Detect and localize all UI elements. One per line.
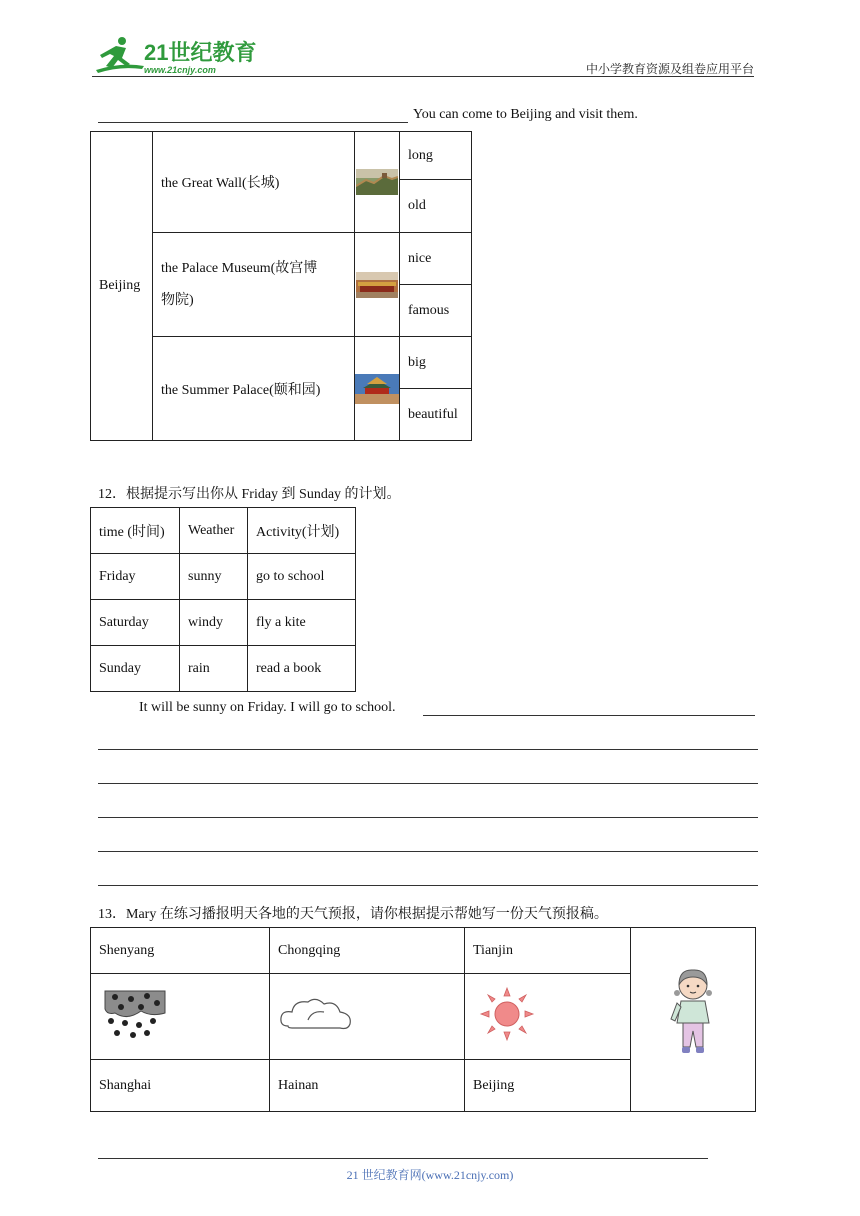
- table-cell: Sunday: [91, 646, 180, 692]
- place-cell: the Great Wall(长城): [153, 132, 355, 233]
- city-cell: Beijing: [465, 1060, 631, 1112]
- answer-blank[interactable]: [423, 715, 755, 716]
- adjective-cell: long: [400, 132, 472, 180]
- table-cell: windy: [180, 600, 248, 646]
- table-header: time (时间): [91, 508, 180, 554]
- answer-blank[interactable]: [98, 885, 758, 886]
- logo-url: www.21cnjy.com: [144, 65, 216, 75]
- place-line: 物院): [161, 292, 194, 308]
- header-platform-text: 中小学教育资源及组卷应用平台: [585, 62, 754, 76]
- answer-blank[interactable]: [98, 783, 758, 784]
- adjective-cell: famous: [400, 285, 472, 337]
- girl-illustration: [631, 928, 756, 1112]
- adjective-cell: big: [400, 337, 472, 389]
- sun-icon: [465, 974, 631, 1060]
- summer-palace-photo: [355, 337, 400, 441]
- city-cell: Chongqing: [270, 928, 465, 974]
- table-cell: fly a kite: [248, 600, 356, 646]
- table-header: Weather: [180, 508, 248, 554]
- city-cell: Hainan: [270, 1060, 465, 1112]
- q12-prompt: 12．根据提示写出你从 Friday 到 Sunday 的计划。: [98, 487, 401, 502]
- city-cell: Tianjin: [465, 928, 631, 974]
- weekend-plan-table: [90, 507, 356, 692]
- city-cell: Beijing: [91, 132, 153, 441]
- place-cell: [153, 233, 355, 337]
- table-cell: Friday: [91, 554, 180, 600]
- logo: [92, 34, 262, 78]
- table-cell: rain: [180, 646, 248, 692]
- city-cell: Shanghai: [91, 1060, 270, 1112]
- adjective-cell: beautiful: [400, 389, 472, 441]
- beijing-places-table: [90, 131, 472, 441]
- place-line: the Palace Museum(故宫博: [161, 260, 318, 276]
- answer-blank[interactable]: [98, 851, 758, 852]
- weather-forecast-table: [90, 927, 756, 1112]
- great-wall-photo: [355, 132, 400, 233]
- palace-museum-photo: [355, 233, 400, 337]
- answer-blank[interactable]: [98, 749, 758, 750]
- q12-example-sentence: It will be sunny on Friday. I will go to school.: [139, 700, 396, 715]
- footer-divider: [98, 1158, 708, 1159]
- adjective-cell: old: [400, 180, 472, 233]
- table-cell: sunny: [180, 554, 248, 600]
- header-divider: [92, 76, 754, 77]
- table-header: Activity(计划): [248, 508, 356, 554]
- answer-blank[interactable]: [98, 817, 758, 818]
- footer-link[interactable]: 21 世纪教育网(www.21cnjy.com): [346, 1168, 514, 1182]
- q13-prompt: 13．Mary 在练习播报明天各地的天气预报，请你根据提示帮她写一份天气预报稿。: [98, 907, 608, 922]
- logo-text: 21世纪教育: [144, 40, 257, 65]
- city-cell: Shenyang: [91, 928, 270, 974]
- cloud-icon: [270, 974, 465, 1060]
- table-cell: go to school: [248, 554, 356, 600]
- snow-icon: [91, 974, 270, 1060]
- place-cell: the Summer Palace(颐和园): [153, 337, 355, 441]
- table-cell: Saturday: [91, 600, 180, 646]
- answer-blank[interactable]: [98, 122, 408, 123]
- table-cell: read a book: [248, 646, 356, 692]
- q11-tail-sentence: You can come to Beijing and visit them.: [413, 107, 638, 122]
- adjective-cell: nice: [400, 233, 472, 285]
